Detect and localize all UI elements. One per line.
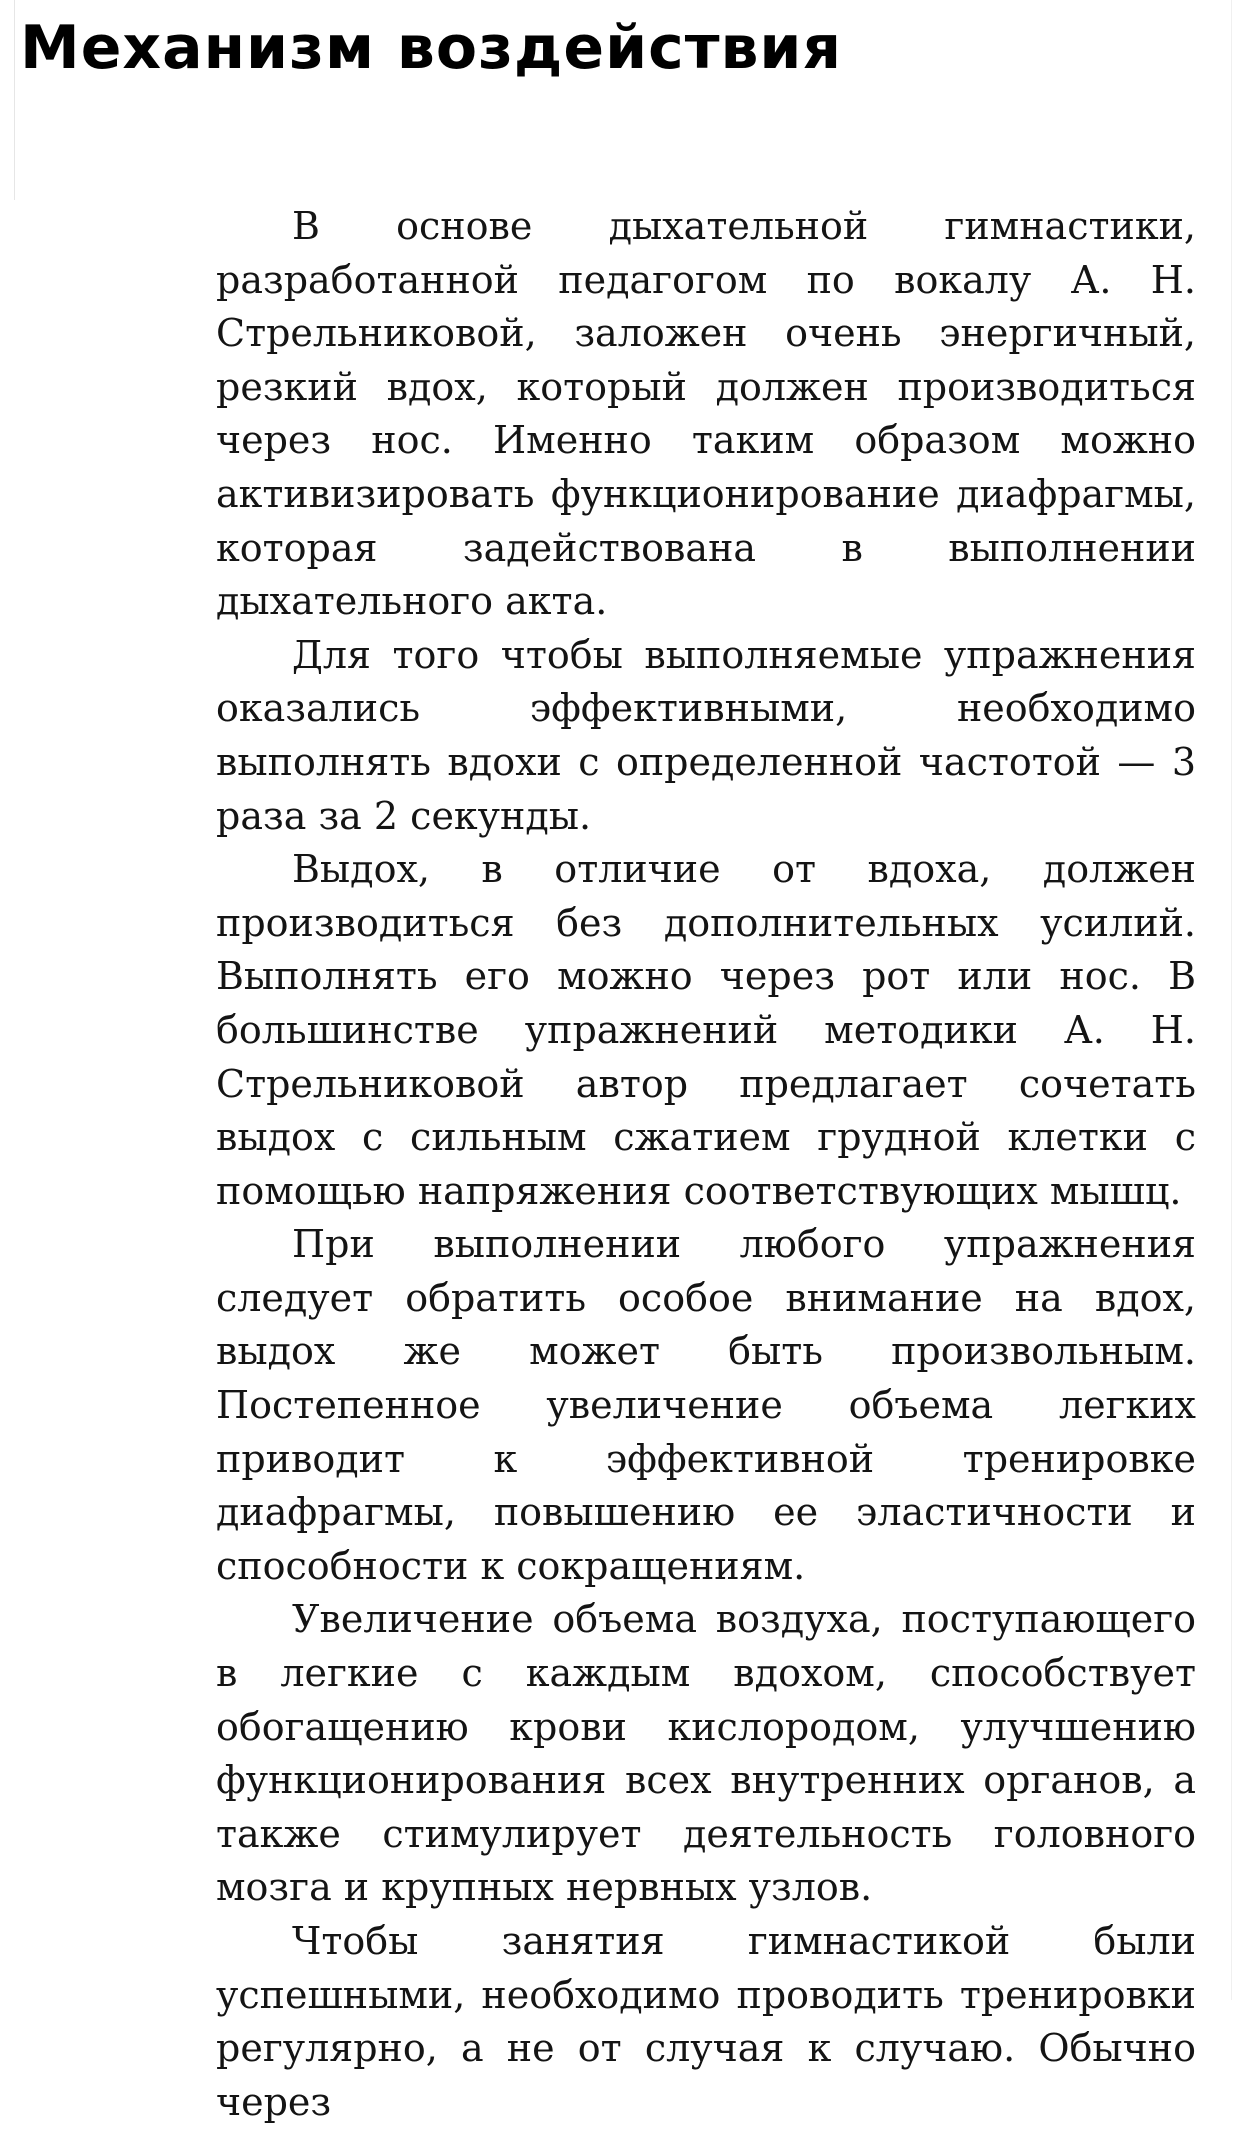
- paragraph-3: Выдох, в отличие от вдоха, должен производиться без дополнительных усилий. Выполнять его можно через рот или нос. В большинстве упражнений методики А. Н. Стрельниковой автор предлагает сочетать выдох с сильным сжатием грудной клетки с помощью напряжения соответствующих мышц.: [216, 847, 1196, 1213]
- paragraph-1: В основе дыхательной гимнастики, разработанной педагогом по вокалу А. Н. Стрельниковой, заложен очень энергичный, резкий вдох, который должен производиться через нос. Именно таким образом можно активизировать функционирование диафрагмы, которая задействована в выполнении дыхательного акта.: [216, 204, 1196, 624]
- paragraph-4: При выполнении любого упражнения следует обратить особое внимание на вдох, выдох же может быть произвольным. Постепенное увеличение объема легких приводит к эффективной тренировке диафрагмы, повышению ее эластичности и способности к сокращениям.: [216, 1222, 1196, 1588]
- body-text: [216, 200, 1196, 2129]
- paragraph-5: Увеличение объема воздуха, поступающего в легкие с каждым вдохом, способствует обогащению крови кислородом, улучшению функционирования всех внутренних органов, а также стимулирует деятельность головного мозга и крупных нервных узлов.: [216, 1597, 1196, 1910]
- page-edge-line: [14, 0, 15, 200]
- section-heading: Механизм воздействия: [20, 13, 843, 83]
- paragraph-2: Для того чтобы выполняемые упражнения оказались эффективными, необходимо выполнять вдохи с определенной частотой — 3 раза за 2 секунды.: [216, 632, 1196, 838]
- page-edge-line-right: [1231, 0, 1232, 2000]
- paragraph-6: Чтобы занятия гимнастикой были успешными, необходимо проводить тренировки регулярно, а не от случая к случаю. Обычно через: [216, 1919, 1196, 2124]
